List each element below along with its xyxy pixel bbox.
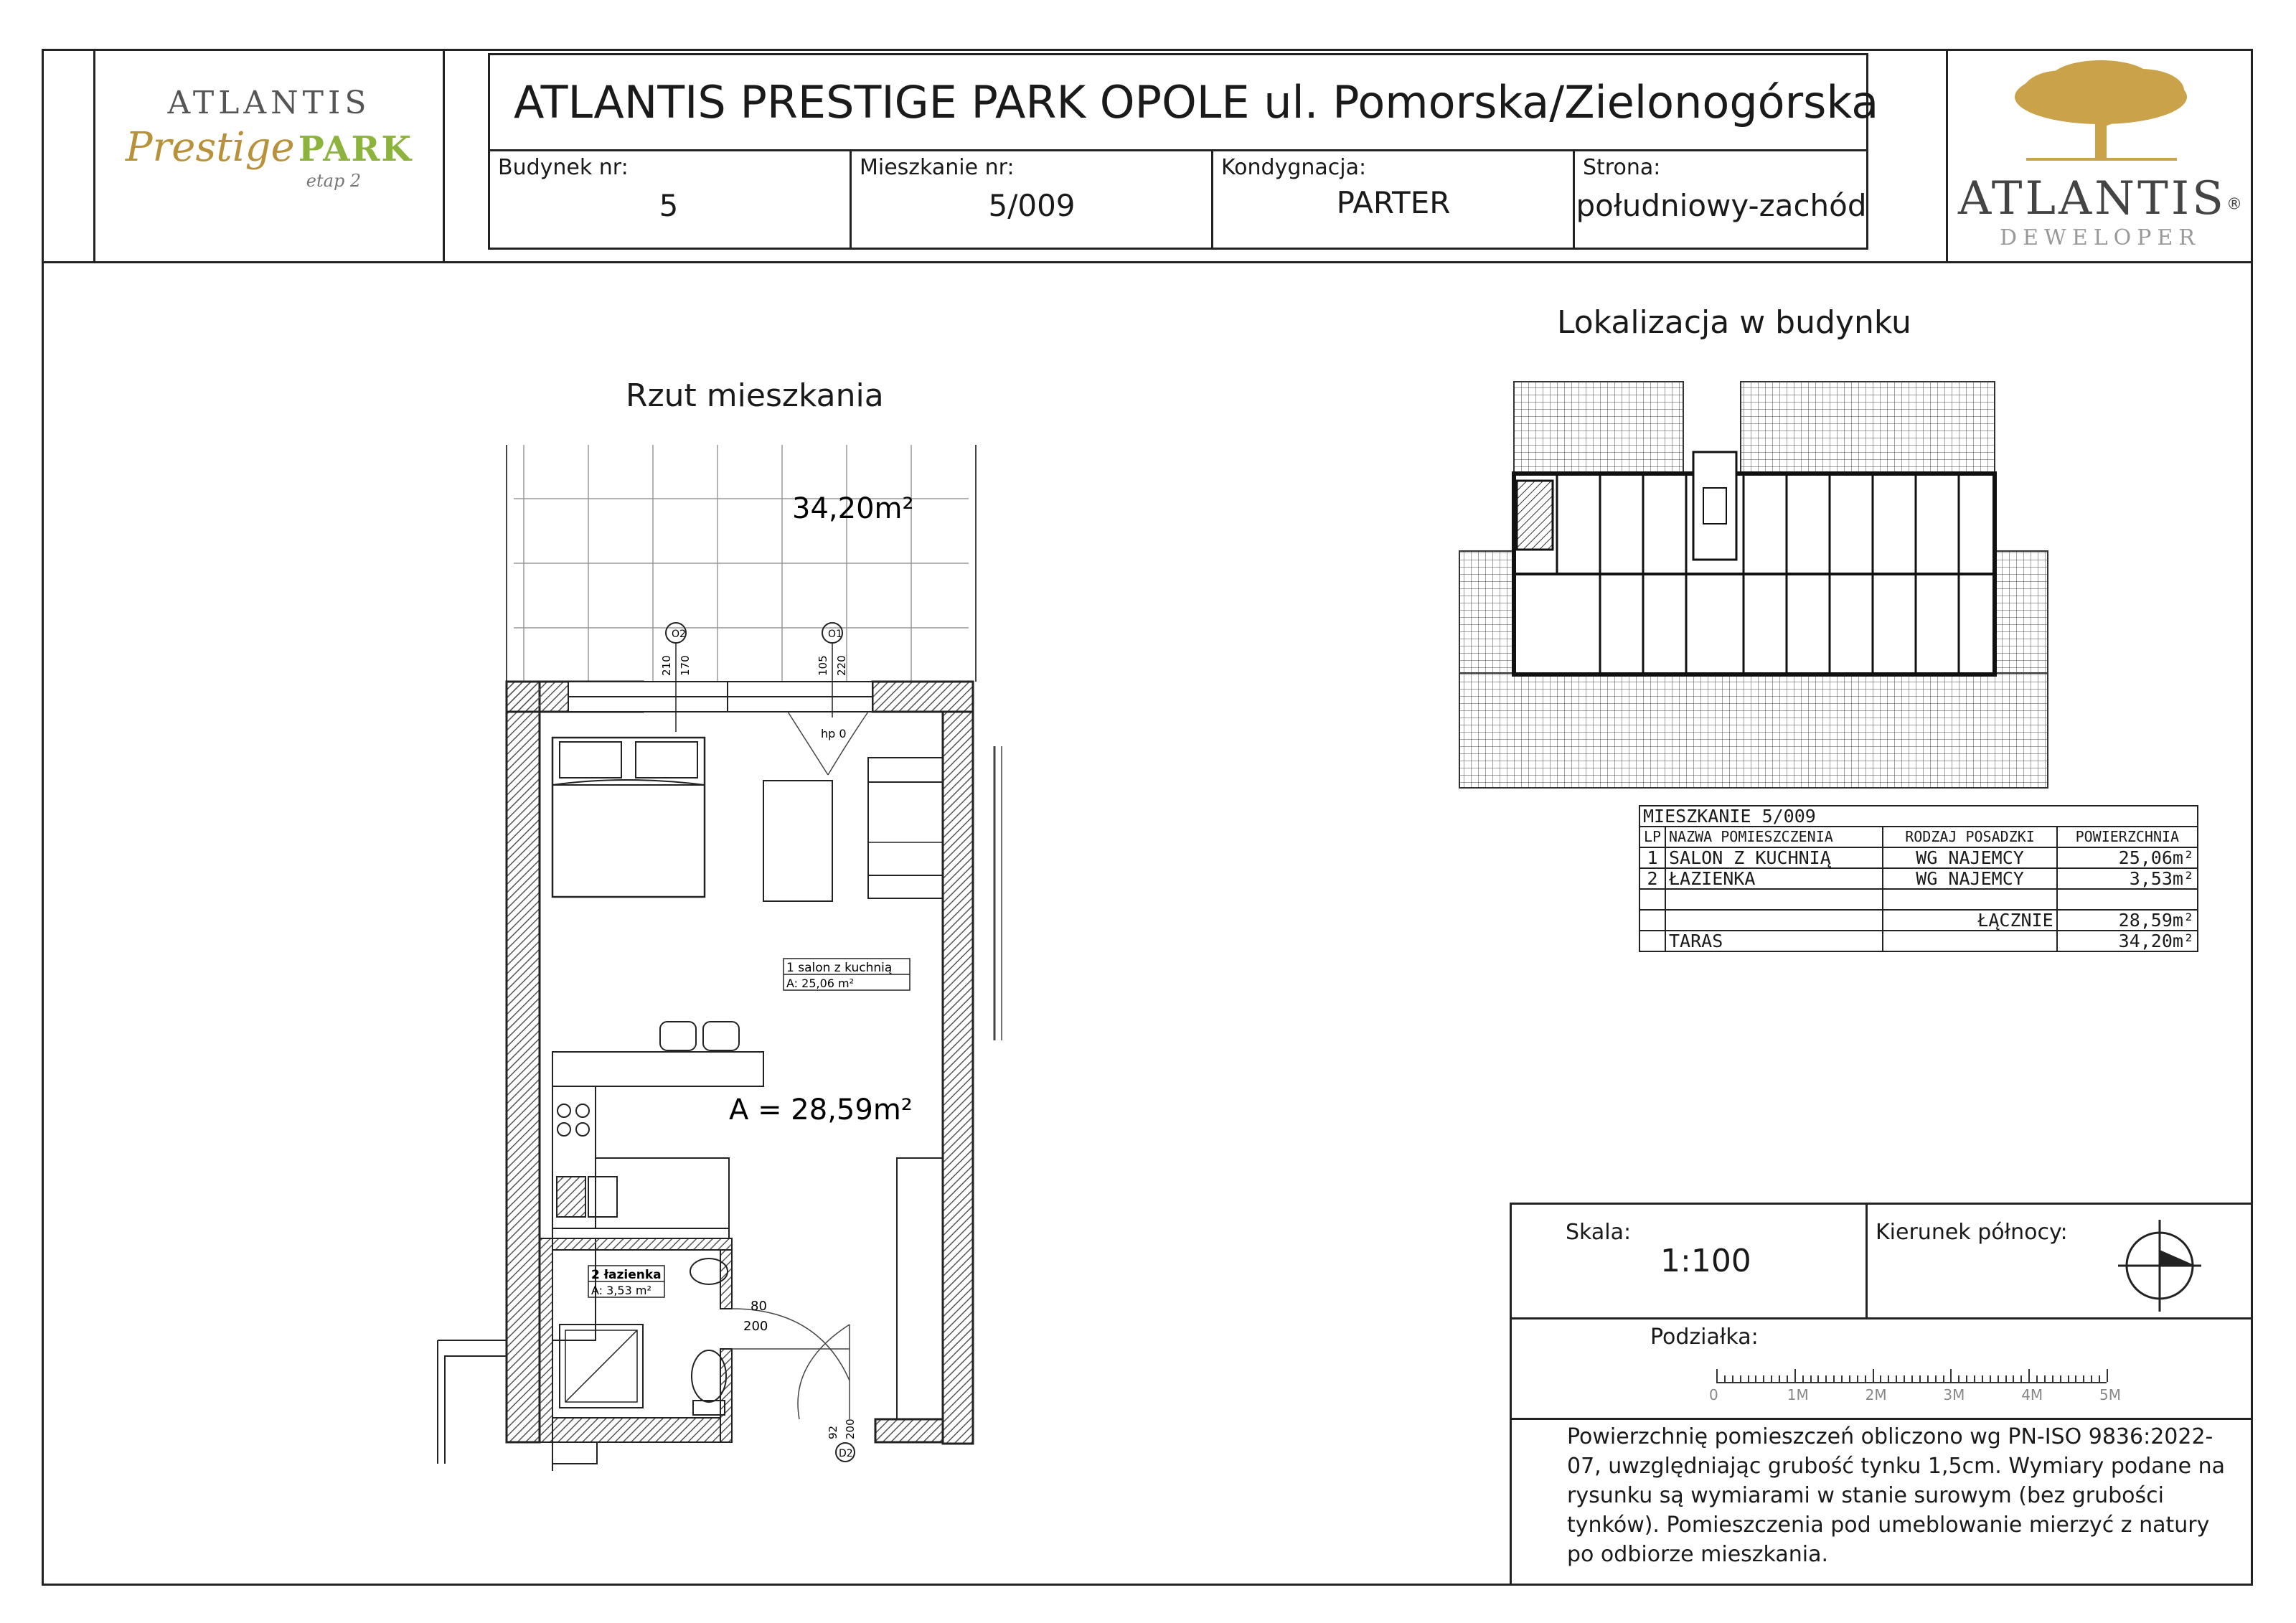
room2-label: 2 łazienka <box>591 1268 662 1282</box>
scale-tick <box>1817 1375 1819 1382</box>
scale-tick <box>2036 1375 2038 1382</box>
scale-tick <box>1880 1375 1881 1382</box>
scale-tick <box>2028 1369 2030 1382</box>
table-row: 2 ŁAZIENKA WG NAJEMCY 3,53m² <box>1639 868 2198 889</box>
floor-label: Kondygnacja: <box>1221 155 1367 180</box>
rooms-header-floor: RODZAJ POSADZKI <box>1883 827 2056 847</box>
building-value: 5 <box>659 188 679 223</box>
apartment-value: 5/009 <box>988 188 1076 223</box>
building-location-plan <box>1457 380 2052 796</box>
scale-tick-label: 2M <box>1865 1386 1887 1403</box>
scale-tick <box>1825 1375 1827 1382</box>
scale-tick-label: 3M <box>1943 1386 1965 1403</box>
north-arrow-icon <box>2109 1215 2210 1316</box>
door-d2-tag: D2 <box>839 1448 853 1459</box>
side-value: południowy-zachód <box>1576 188 1867 223</box>
scale-tick <box>1958 1375 1959 1382</box>
scale-tick <box>1990 1375 1991 1382</box>
left-logo-prestige: Prestige <box>125 124 295 171</box>
table-row: 1 SALON Z KUCHNIĄ WG NAJEMCY 25,06m² <box>1639 847 2198 868</box>
scale-tick <box>1763 1375 1764 1382</box>
scale-tick <box>1802 1375 1804 1382</box>
scale-tick <box>1755 1375 1756 1382</box>
window-o1-tag: O1 <box>828 629 842 640</box>
scale-tick <box>2075 1375 2076 1382</box>
scale-tick <box>1982 1375 1983 1382</box>
scale-bar <box>1716 1382 2107 1383</box>
table-row: TARAS 34,20m² <box>1639 931 2198 951</box>
plan-title: Rzut mieszkania <box>626 377 884 414</box>
left-logo <box>93 85 445 191</box>
scale-tick <box>1748 1375 1749 1382</box>
header-table-divider <box>488 149 1868 151</box>
scale-tick <box>2052 1375 2053 1382</box>
scale-tick-label: 5M <box>2099 1386 2121 1403</box>
right-logo-reg: ® <box>2226 195 2242 214</box>
left-logo-park: PARK <box>298 129 413 169</box>
window-hp-label: hp 0 <box>821 727 847 740</box>
rooms-header-lp: LP <box>1639 827 1665 847</box>
location-title: Lokalizacja w budynku <box>1557 304 1911 341</box>
room2-area: A: 3,53 m² <box>591 1284 651 1297</box>
window-o2-dim-2: 170 <box>679 655 692 676</box>
right-logo <box>1947 57 2253 258</box>
scale-tick <box>1865 1375 1866 1382</box>
apartment-floor-plan <box>416 431 1033 1478</box>
window-o1-dim-1: 105 <box>817 655 829 676</box>
rooms-header-area: POWIERZCHNIA <box>2057 827 2198 847</box>
scale-tick <box>1849 1375 1850 1382</box>
room1-label: 1 salon z kuchnią <box>786 961 893 975</box>
scale-tick <box>1904 1375 1905 1382</box>
side-label: Strona: <box>1583 155 1661 180</box>
bath-door-dim-1: 80 <box>751 1299 767 1314</box>
scale-tick <box>1833 1375 1835 1382</box>
floor-value: PARTER <box>1336 185 1451 220</box>
window-o2-tag: O2 <box>672 629 686 640</box>
scale-tick <box>2068 1375 2069 1382</box>
table-row: ŁĄCZNIE 28,59m² <box>1639 910 2198 931</box>
rooms-table-title: MIESZKANIE 5/009 <box>1639 806 2198 827</box>
scale-tick-label: 0 <box>1709 1386 1718 1403</box>
window-o1-dim-2: 220 <box>835 655 848 676</box>
right-logo-sub: DEWELOPER <box>2000 225 2201 250</box>
scale-tick <box>1740 1375 1741 1382</box>
project-title: ATLANTIS PRESTIGE PARK OPOLE ul. Pomorska/Zielonogórska <box>514 76 1879 128</box>
scale-tick <box>1966 1375 1967 1382</box>
scale-tick <box>2013 1375 2014 1382</box>
scale-tick <box>1857 1375 1858 1382</box>
division-label: Podziałka: <box>1650 1325 1759 1350</box>
scale-tick <box>1724 1375 1726 1382</box>
scale-tick <box>2044 1375 2046 1382</box>
door-d2-dim-2: 200 <box>844 1419 857 1439</box>
rooms-header-name: NAZWA POMIESZCZENIA <box>1665 827 1883 847</box>
scale-tick <box>1896 1375 1897 1382</box>
scale-tick <box>1888 1375 1889 1382</box>
right-logo-name: ATLANTIS <box>1958 172 2226 225</box>
scale-tick <box>1974 1375 1975 1382</box>
scale-tick-label: 1M <box>1787 1386 1809 1403</box>
scale-tick <box>2091 1375 2092 1382</box>
door-d2-dim-1: 92 <box>827 1425 839 1439</box>
building-label: Budynek nr: <box>498 155 629 180</box>
scale-tick <box>2005 1375 2007 1382</box>
left-logo-line1: ATLANTIS <box>167 85 371 121</box>
scale-value: 1:100 <box>1660 1243 1751 1279</box>
scale-tick <box>1935 1375 1937 1382</box>
scale-tick <box>2020 1375 2022 1382</box>
scale-tick <box>2083 1375 2084 1382</box>
window-o2-dim-1: 210 <box>660 655 673 676</box>
left-logo-etap: etap 2 <box>306 171 362 191</box>
scale-tick <box>2060 1375 2061 1382</box>
scale-tick <box>1794 1369 1796 1382</box>
scale-tick <box>1732 1375 1733 1382</box>
scale-tick <box>1943 1375 1944 1382</box>
apartment-label: Mieszkanie nr: <box>860 155 1015 180</box>
area-note: Powierzchnię pomieszczeń obliczono wg PN-ISO 9836:2022-07, uwzględniając grubość tynku 1,5cm. Wymiary podane na rysunku są wymiarami w stanie surowym (bez grubości tynków). Pomieszczenia pod umeblowanie mierzyć z natury po odbiorze mieszkania. <box>1567 1424 2226 1567</box>
scale-tick <box>1927 1375 1929 1382</box>
scale-tick <box>1950 1369 1952 1382</box>
scale-label: Skala: <box>1566 1220 1632 1245</box>
rooms-table <box>1639 805 2198 952</box>
total-area: A = 28,59m² <box>729 1093 913 1126</box>
tree-logo-icon <box>1947 57 2253 172</box>
scale-tick <box>1779 1375 1780 1382</box>
scale-tick <box>1841 1375 1843 1382</box>
bath-door-dim-2: 200 <box>743 1319 768 1334</box>
scale-tick <box>1787 1375 1788 1382</box>
north-label: Kierunek północy: <box>1876 1220 2068 1245</box>
scale-tick <box>1771 1375 1772 1382</box>
table-row <box>1639 889 2198 910</box>
scale-tick <box>1873 1369 1874 1382</box>
scale-tick-label: 4M <box>2021 1386 2043 1403</box>
scale-tick <box>1911 1375 1913 1382</box>
scale-tick <box>1919 1375 1921 1382</box>
scale-tick <box>1716 1369 1718 1382</box>
terrace-area: 34,20m² <box>792 492 914 525</box>
scale-tick <box>2107 1369 2108 1382</box>
scale-tick <box>1810 1375 1812 1382</box>
room1-area: A: 25,06 m² <box>786 977 855 990</box>
scale-tick <box>1998 1375 1999 1382</box>
scale-tick <box>2099 1375 2100 1382</box>
